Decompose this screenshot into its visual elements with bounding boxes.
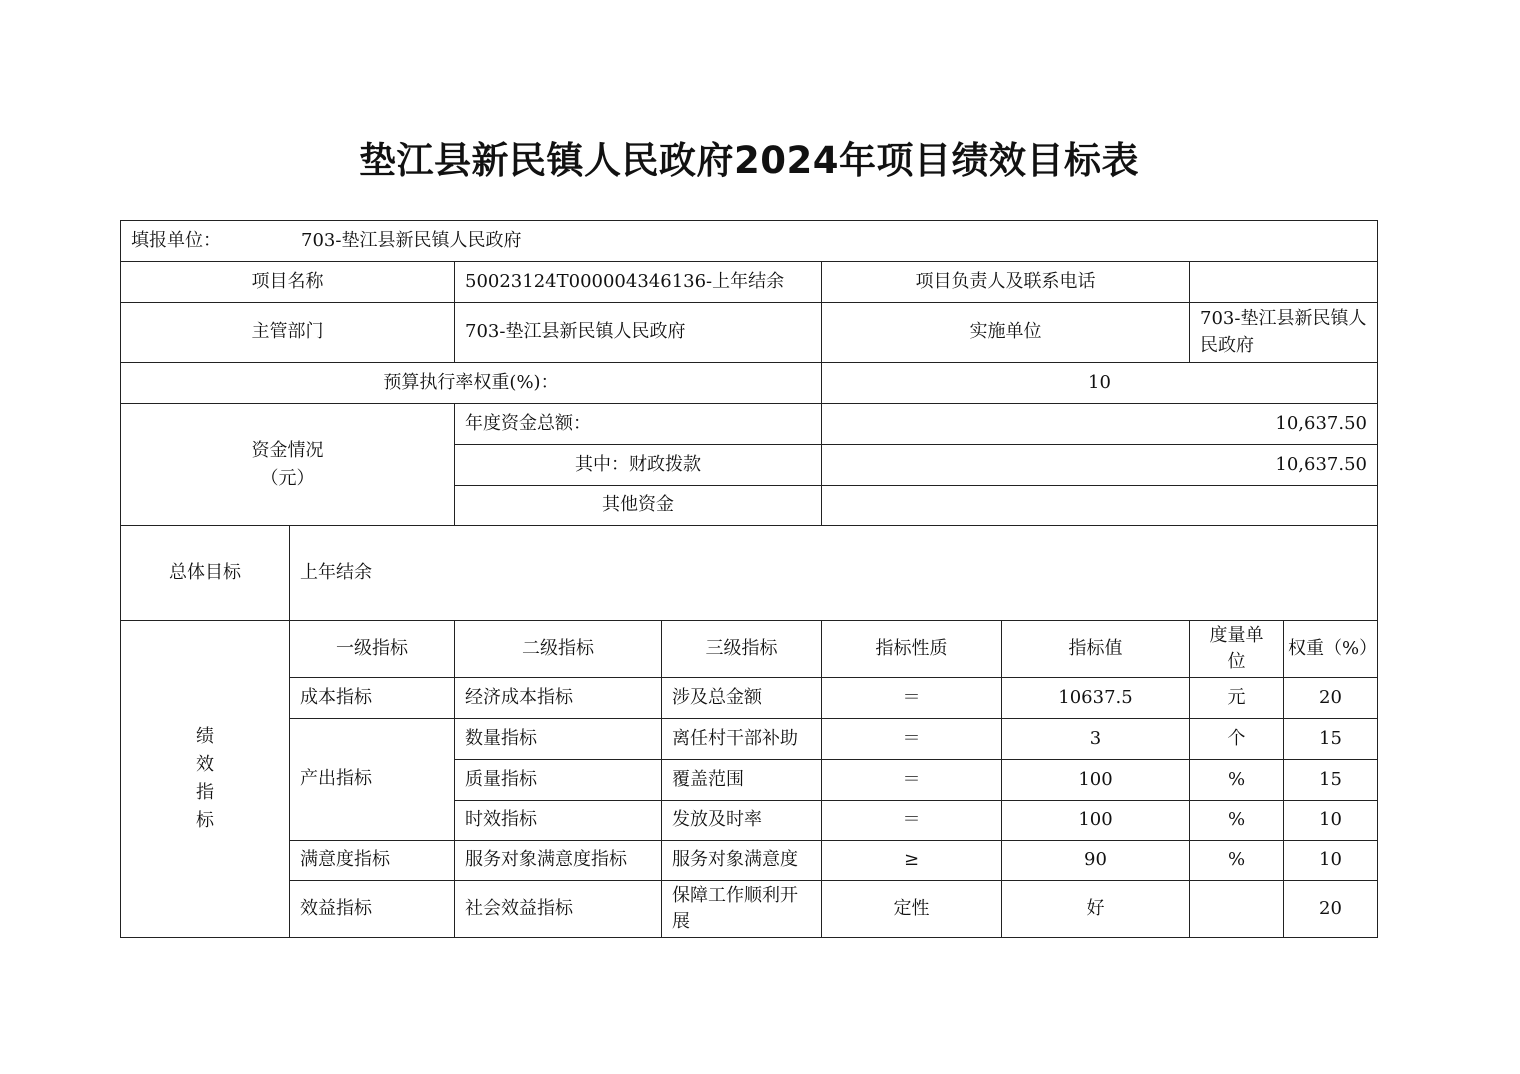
row0-level2: 经济成本指标	[454, 677, 662, 719]
row0-unit: 元	[1189, 677, 1284, 719]
row4-level3: 服务对象满意度	[661, 840, 822, 881]
funds-label-line1: 资金情况	[251, 439, 324, 461]
row4-nature: ≥	[821, 840, 1002, 881]
row1-value: 3	[1001, 718, 1190, 760]
row5-value: 好	[1001, 880, 1190, 938]
row2-level2: 质量指标	[454, 759, 662, 801]
row4-weight: 10	[1283, 840, 1378, 881]
funds-fiscal-value: 10,637.50	[821, 444, 1378, 486]
impl-value: 703-垫江县新民镇人民政府	[1189, 302, 1378, 363]
weight-label: 预算执行率权重(%)：	[120, 362, 822, 404]
project-name-value: 50023124T000004346136-上年结余	[454, 261, 822, 303]
row1-level2: 数量指标	[454, 718, 662, 760]
level1-output: 产出指标	[289, 718, 455, 841]
row1-unit: 个	[1189, 718, 1284, 760]
row4-unit: %	[1189, 840, 1284, 881]
project-name-label: 项目名称	[120, 261, 455, 303]
row3-weight: 10	[1283, 800, 1378, 841]
responsible-label: 项目负责人及联系电话	[821, 261, 1190, 303]
header-value: 指标值	[1001, 620, 1190, 678]
level1-benefit: 效益指标	[289, 880, 455, 938]
funds-label	[120, 403, 455, 526]
row3-value: 100	[1001, 800, 1190, 841]
level1-satisfaction: 满意度指标	[289, 840, 455, 881]
row2-weight: 15	[1283, 759, 1378, 801]
dept-value: 703-垫江县新民镇人民政府	[454, 302, 822, 363]
row1-level3: 离任村干部补助	[661, 718, 822, 760]
funds-total-label: 年度资金总额：	[454, 403, 822, 445]
row1-weight: 15	[1283, 718, 1378, 760]
header-weight: 权重（%）	[1283, 620, 1378, 678]
row5-unit	[1189, 880, 1284, 938]
unit-row	[120, 220, 1378, 262]
row2-value: 100	[1001, 759, 1190, 801]
overall-label: 总体目标	[120, 525, 290, 621]
responsible-value	[1189, 261, 1378, 303]
row5-level3: 保障工作顺利开展	[661, 880, 822, 938]
row0-nature: ＝	[821, 677, 1002, 719]
funds-fiscal-label: 其中：财政拨款	[454, 444, 822, 486]
row3-nature: ＝	[821, 800, 1002, 841]
header-unit: 度量单位	[1189, 620, 1284, 678]
header-level3: 三级指标	[661, 620, 822, 678]
row3-level2: 时效指标	[454, 800, 662, 841]
row5-weight: 20	[1283, 880, 1378, 938]
row4-value: 90	[1001, 840, 1190, 881]
row4-level2: 服务对象满意度指标	[454, 840, 662, 881]
header-level2: 二级指标	[454, 620, 662, 678]
row3-unit: %	[1189, 800, 1284, 841]
unit-value: 703-垫江县新民镇人民政府	[301, 229, 522, 251]
unit-label: 填报单位：	[131, 229, 221, 251]
dept-label: 主管部门	[120, 302, 455, 363]
header-nature: 指标性质	[821, 620, 1002, 678]
row0-weight: 20	[1283, 677, 1378, 719]
impl-label: 实施单位	[821, 302, 1190, 363]
row5-nature: 定性	[821, 880, 1002, 938]
weight-value: 10	[821, 362, 1378, 404]
indicators-side-label: 绩 效 指 标	[120, 620, 290, 938]
row0-value: 10637.5	[1001, 677, 1190, 719]
overall-value: 上年结余	[289, 525, 1378, 621]
funds-other-label: 其他资金	[454, 485, 822, 526]
row1-nature: ＝	[821, 718, 1002, 760]
row5-level2: 社会效益指标	[454, 880, 662, 938]
page-title: 垫江县新民镇人民政府2024年项目绩效目标表	[359, 139, 1139, 182]
level1-cost: 成本指标	[289, 677, 455, 719]
header-level1: 一级指标	[289, 620, 455, 678]
row2-level3: 覆盖范围	[661, 759, 822, 801]
row0-level3: 涉及总金额	[661, 677, 822, 719]
row2-nature: ＝	[821, 759, 1002, 801]
funds-total-value: 10,637.50	[821, 403, 1378, 445]
funds-label-line2: （元）	[260, 467, 315, 489]
row2-unit: %	[1189, 759, 1284, 801]
funds-other-value	[821, 485, 1378, 526]
row3-level3: 发放及时率	[661, 800, 822, 841]
